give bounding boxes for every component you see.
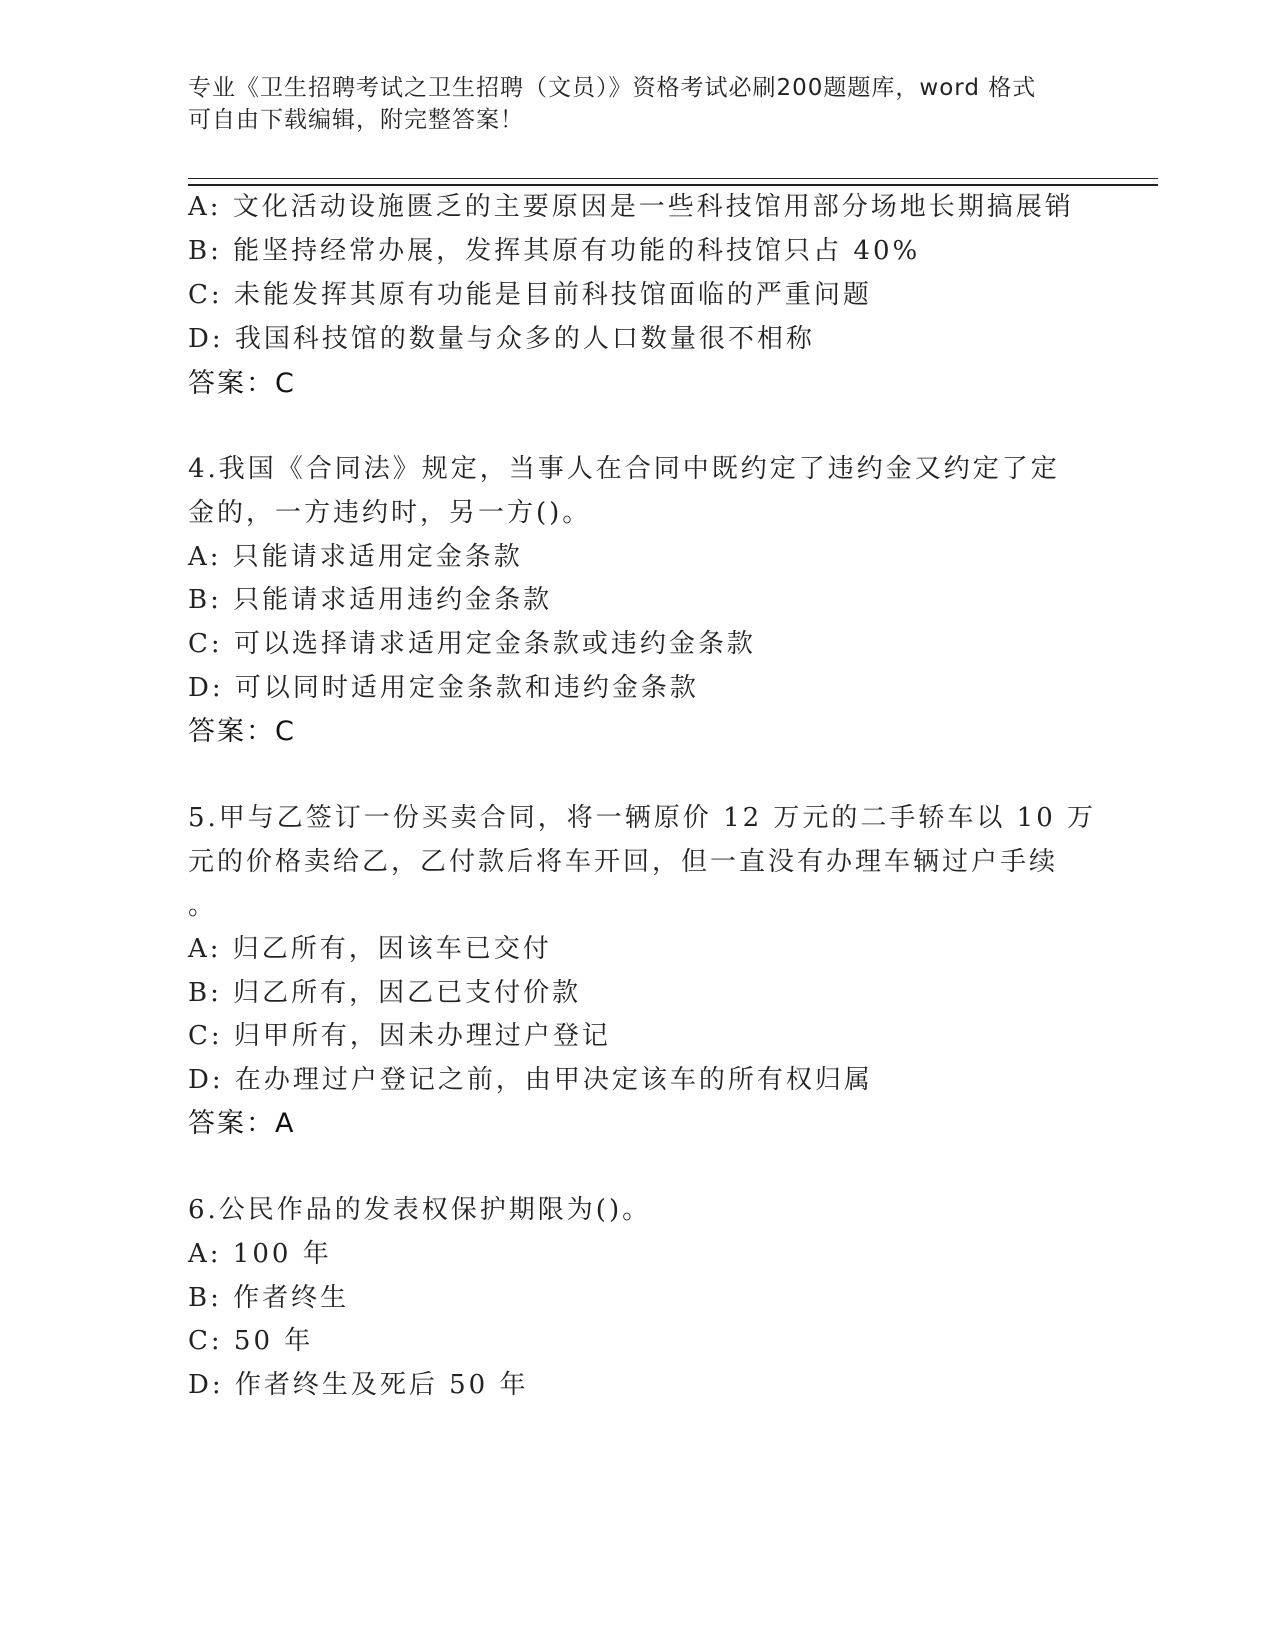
q5-answer: 答案：A — [188, 1108, 296, 1139]
q5-option-d: D: 在办理过户登记之前，由甲决定该车的所有权归属 — [188, 1065, 873, 1095]
q3-option-d: D: 我国科技馆的数量与众多的人口数量很不相称 — [188, 324, 815, 354]
header-divider — [188, 178, 1158, 186]
q4-stem-line-2: 金的，一方违约时，另一方()。 — [188, 498, 592, 528]
q3-option-c: C: 未能发挥其原有功能是目前科技馆面临的严重问题 — [188, 280, 872, 310]
q5-option-c: C: 归甲所有，因未办理过户登记 — [188, 1021, 611, 1051]
q5-stem-line-2: 元的价格卖给乙，乙付款后将车开回，但一直没有办理车辆过户手续 — [188, 847, 1059, 877]
q6-stem-line-1: 6.公民作品的发表权保护期限为()。 — [188, 1195, 652, 1225]
q4-option-c: C: 可以选择请求适用定金条款或违约金条款 — [188, 629, 756, 659]
q5-stem-line-1: 5.甲与乙签订一份买卖合同，将一辆原价 12 万元的二手轿车以 10 万 — [188, 803, 1097, 833]
q4-stem-line-1: 4.我国《合同法》规定，当事人在合同中既约定了违约金又约定了定 — [188, 454, 1060, 484]
header-title-line-1: 专业《卫生招聘考试之卫生招聘（文员）》资格考试必刷200题题库，word 格式 — [188, 75, 1037, 101]
q6-option-b: B: 作者终生 — [188, 1283, 350, 1313]
q4-option-d: D: 可以同时适用定金条款和违约金条款 — [188, 673, 699, 703]
q4-option-b: B: 只能请求适用违约金条款 — [188, 585, 553, 615]
q6-option-d: D: 作者终生及死后 50 年 — [188, 1370, 529, 1400]
q4-option-a: A: 只能请求适用定金条款 — [188, 542, 523, 572]
q3-option-b: B: 能坚持经常办展，发挥其原有功能的科技馆只占 40% — [188, 236, 921, 266]
q5-option-a: A: 归乙所有，因该车已交付 — [188, 934, 552, 964]
q6-option-c: C: 50 年 — [188, 1326, 314, 1356]
q6-option-a: A: 100 年 — [188, 1239, 332, 1269]
q3-answer: 答案：C — [188, 368, 296, 399]
document-header — [188, 72, 1088, 136]
header-title-line-2: 可自由下载编辑，附完整答案！ — [188, 107, 524, 133]
q4-answer: 答案：C — [188, 716, 296, 747]
q3-option-a: A: 文化活动设施匮乏的主要原因是一些科技馆用部分场地长期搞展销 — [188, 192, 1074, 222]
q5-option-b: B: 归乙所有，因乙已支付价款 — [188, 978, 582, 1008]
q5-stem-line-3: 。 — [188, 891, 218, 921]
